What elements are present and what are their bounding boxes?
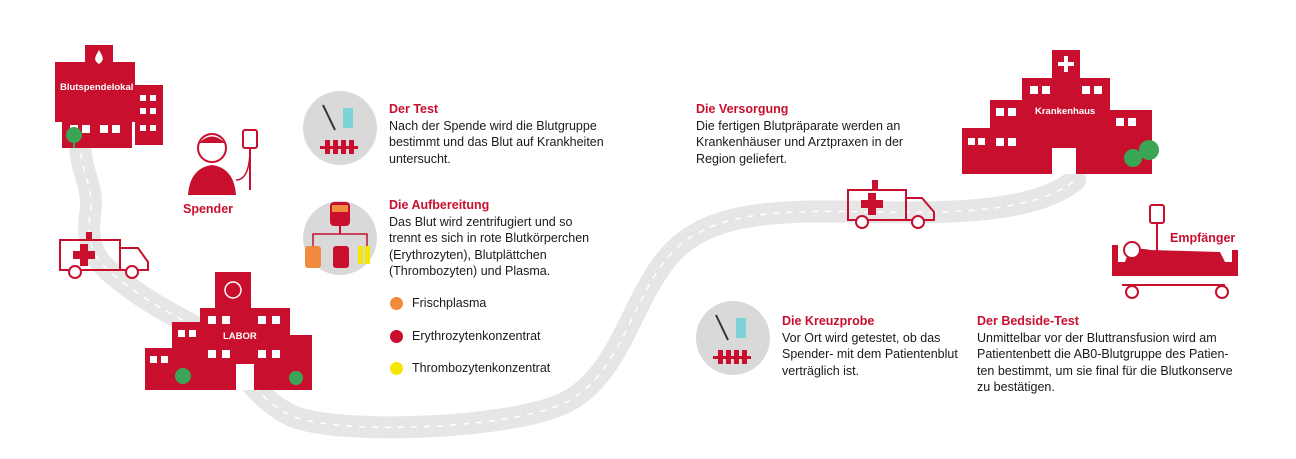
step-versorgung-line: Die fertigen Blutpräparate werden an [696, 118, 901, 133]
step-kreuzprobe-line: Vor Ort wird getestet, ob das [782, 330, 941, 345]
label-empfaenger: Empfänger [1170, 231, 1236, 245]
test-icon-circle [303, 91, 377, 165]
processing-icon-circle [303, 201, 377, 275]
crossmatch-icon-circle [696, 301, 770, 375]
legend-label: Frischplasma [412, 296, 487, 310]
step-kreuzprobe-line: verträglich ist. [782, 363, 860, 378]
step-bedside-line: zu bestätigen. [977, 380, 1055, 394]
step-aufbereitung-line: Das Blut wird zentrifugiert und so [389, 214, 573, 229]
label-labor: LABOR [223, 331, 257, 342]
step-kreuzprobe-title: Die Kreuzprobe [782, 314, 875, 328]
label-spender: Spender [183, 202, 234, 216]
legend-dot-red [390, 330, 403, 343]
step-versorgung-line: Krankenhäuser und Arztpraxen in der [696, 135, 904, 149]
step-bedside-line: Unmittelbar vor der Bluttransfusion wird am [977, 330, 1217, 345]
step-bedside-line: Patientenbett die AB0-Blutgruppe des Patien- [977, 347, 1229, 361]
step-versorgung [696, 101, 956, 167]
step-test-line: untersucht. [389, 151, 451, 166]
step-kreuzprobe-line: Spender- mit dem Patientenblut [782, 347, 958, 361]
legend-label: Thrombozytenkonzentrat [412, 361, 551, 375]
legend-dot-orange [390, 297, 403, 310]
step-aufbereitung-line: (Erythrozyten), Blutplättchen [389, 247, 547, 262]
legend-item-frischplasma [390, 296, 486, 310]
step-aufbereitung-title: Die Aufbereitung [389, 198, 490, 212]
step-test-line: bestimmt und das Blut auf Krankheiten [389, 135, 604, 149]
step-test-line: Nach der Spende wird die Blutgruppe [389, 118, 597, 133]
legend-label: Erythrozytenkonzentrat [412, 329, 541, 343]
recipient-bed [1112, 205, 1238, 298]
step-versorgung-line: Region geliefert. [696, 151, 788, 166]
legend-item-thrombozyten [390, 361, 550, 375]
step-test [389, 101, 649, 167]
step-test-title: Der Test [389, 102, 439, 116]
step-versorgung-title: Die Versorgung [696, 102, 789, 116]
label-blutspendelokal: Blutspendelokal [60, 82, 134, 93]
step-bedside [977, 313, 1277, 396]
legend-dot-yellow [390, 362, 403, 375]
step-kreuzprobe [782, 313, 972, 379]
step-aufbereitung-line: (Thrombozyten) und Plasma. [389, 264, 551, 278]
label-krankenhaus: Krankenhaus [1035, 106, 1096, 117]
step-aufbereitung-line: trennt es sich in rote Blutkörperchen [389, 231, 590, 245]
step-bedside-line: ten bestimmt, um sie final für die Blutkonserve [977, 363, 1233, 378]
donor-figure [188, 130, 257, 195]
blood-donation-center [55, 45, 163, 148]
step-bedside-title: Der Bedside-Test [977, 314, 1079, 328]
step-aufbereitung [389, 197, 649, 280]
legend-item-erythrozyten [390, 329, 541, 343]
